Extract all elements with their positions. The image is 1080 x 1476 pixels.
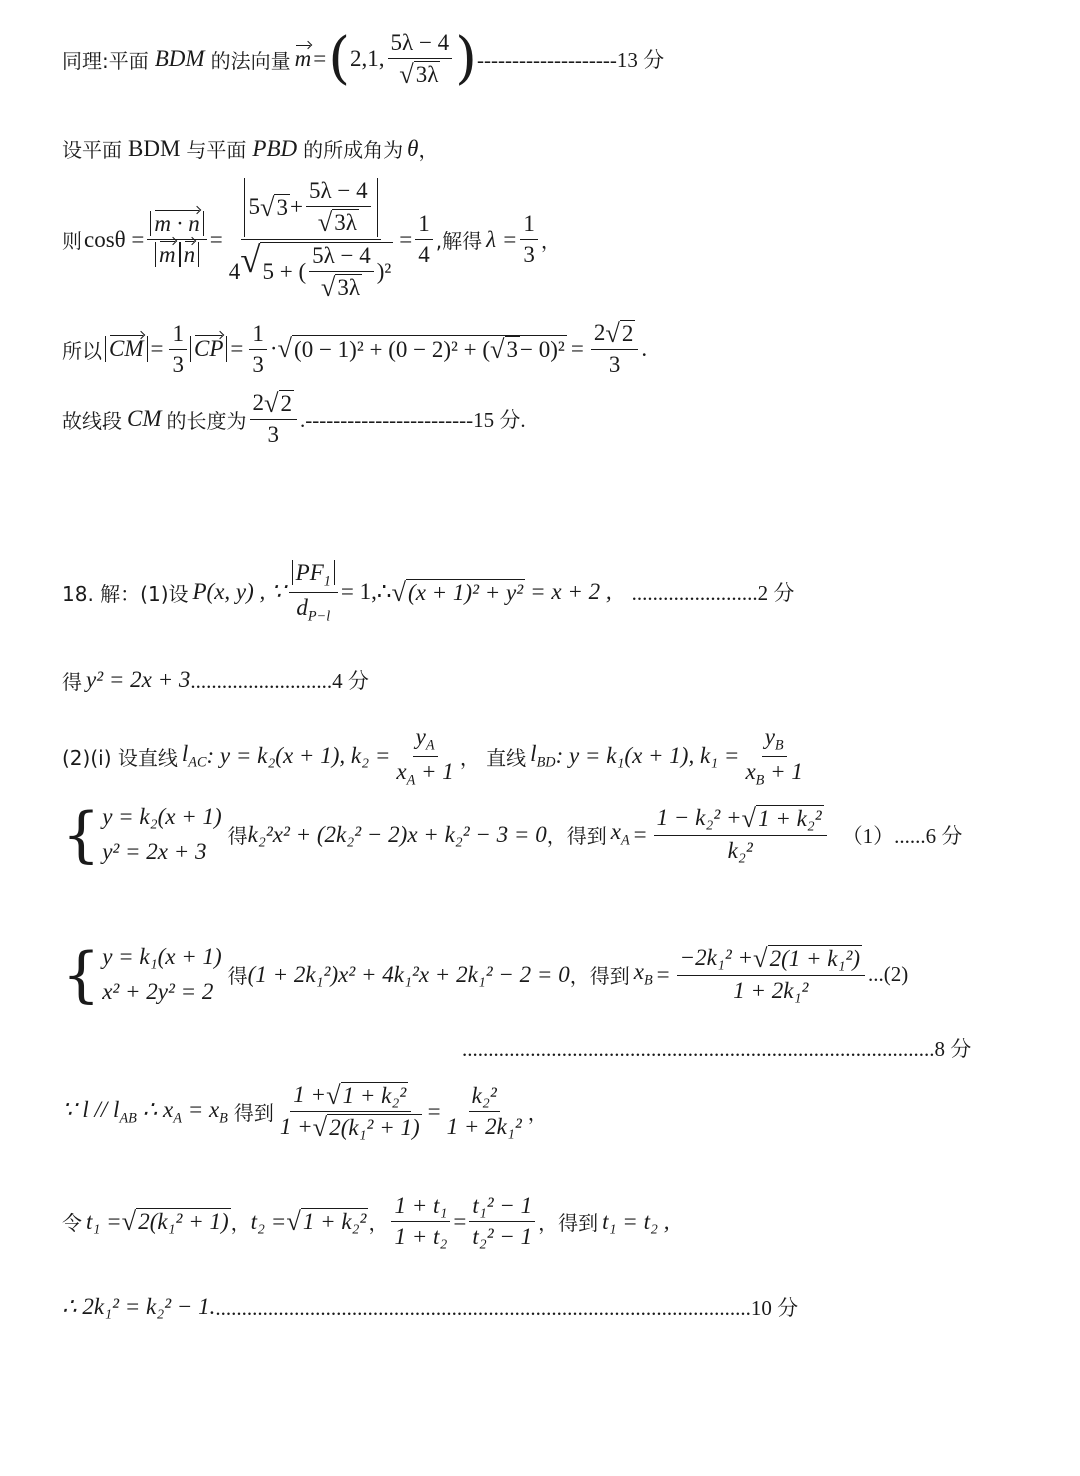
fraction-mn: $\frac{m \cdot n}{\text{m n}}$ bbox=[147, 211, 206, 269]
text: 同理:平面 bbox=[62, 48, 149, 73]
vector-components: 2,1, bbox=[350, 46, 385, 72]
line-parallel: ∵ l // $l_{AB}$ ∴ $x_A = x_B$ 得到 1 + √ 1 + k₂² 1 + √ 2(k₁² + 1) = $\frac{\text{k₂²}}{\text{1 + 2k₁²}}$ ， bbox=[62, 1080, 548, 1143]
plane-name: BDM bbox=[154, 46, 205, 72]
line-substitution: 令 t₁ = √ 2(k₁² + 1) ， t₂ = √ 1 + k₂² ， $\frac{\text{1 + t₁}}{\text{1 + t₂}}$ = $\frac{\text{t₁² − 1}}{\text{t₂² − 1}}$ ，得到 t₁ = t₂ , bbox=[62, 1193, 670, 1250]
score-13: --------------------13 分 bbox=[477, 48, 665, 73]
line-conclusion: 故线段 CM 的长度为 2 √ 2 3 .------------------------15 分. bbox=[62, 388, 526, 448]
right-paren: ) bbox=[455, 26, 478, 92]
left-paren: ( bbox=[328, 26, 351, 92]
line-score-8 bbox=[462, 1033, 971, 1063]
line-parabola: 得 y² = 2x + 3 ...........................4 分 bbox=[62, 667, 369, 694]
score-2: ........................2 分 bbox=[631, 581, 795, 606]
score-4: ...........................4 分 bbox=[190, 669, 369, 693]
score-10: ......................................................................................................10 分 bbox=[215, 1296, 799, 1320]
left-brace: { bbox=[62, 799, 101, 870]
text: 的法向量 bbox=[210, 48, 291, 73]
fraction-big: 5 √ 3 + 5λ − 4 √ 3λ 4 √ 5 + ( 5λ − 4 √ 3λ )² bbox=[228, 178, 392, 303]
line-normal-vector-bdm: 同理:平面 BDM 的法向量 m = ( 2,1, 5λ − 4 √ 3λ ) --------------------13 分 bbox=[62, 26, 665, 92]
line-final: ∴ 2k₁² = k₂² − 1. ......................................................................................................10 分 bbox=[62, 1294, 799, 1320]
line-problem18: 18. 解：(1)设 P(x, y) , ∵ $\frac{PF_1}{d_{P-l}}$ = 1,∴ √ (x + 1)² + y² = x + 2 , ........................2 分 bbox=[62, 560, 795, 625]
line-cos-theta: 则 cosθ = $\frac{m \cdot n}{\text{m n}}$ = 5 √ 3 + 5λ − 4 √ 3λ 4 √ 5 + ( 5λ − 4 √ 3λ )² = $\frac{1}{4}$ ,解得 λ = $\frac{1}{3}$ ， bbox=[62, 178, 561, 303]
line-cm-length: 所以 CM = $\frac{1}{3}$ CP = $\frac{1}{3}$ · √ (0 − 1)² + (0 − 2)² + ( √ 3 − 0)² = 2 √ 2 3 . bbox=[62, 318, 648, 378]
left-brace: { bbox=[62, 939, 101, 1010]
score-6: （1）......6 分 bbox=[841, 823, 963, 848]
line-set-angle: 设平面 BDM 与平面 PBD 的所成角为 θ ， bbox=[62, 135, 439, 162]
line-system-1: { y = k₂(x + 1) y² = 2x + 3 得 k₂²x² + (2k₂² − 2)x + k₂² − 3 = 0 ，得到 $x_A$ = 1 − k₂² + √ 1 + k₂² k₂² （1）......6 分 bbox=[62, 799, 963, 870]
line-system-2: { y = k₁(x + 1) x² + 2y² = 2 得 (1 + 2k₁²)x² + 4k₁²x + 2k₁² − 2 = 0 ，得到 $x_B$ = −2k₁² + √ 2(1 + k₁²) 1 + 2k₁² ...(2) bbox=[62, 939, 909, 1010]
score-8: ..........................................................................................8 分 bbox=[462, 1037, 972, 1061]
line-lines-def: (2)(i) 设直线 $l_{AC}$ : y = k₂(x + 1), k₂ = $\frac{y_A}{x_A + 1}$ ， 直线 $l_{BD}$ : y = k₁(x + 1), k₁ = $\frac{y_B}{x_B + 1}$ bbox=[62, 724, 803, 789]
score-15: .------------------------15 分. bbox=[300, 408, 526, 433]
vector-m: m bbox=[294, 46, 312, 72]
fraction: 5λ − 4 √ 3λ bbox=[388, 30, 453, 89]
